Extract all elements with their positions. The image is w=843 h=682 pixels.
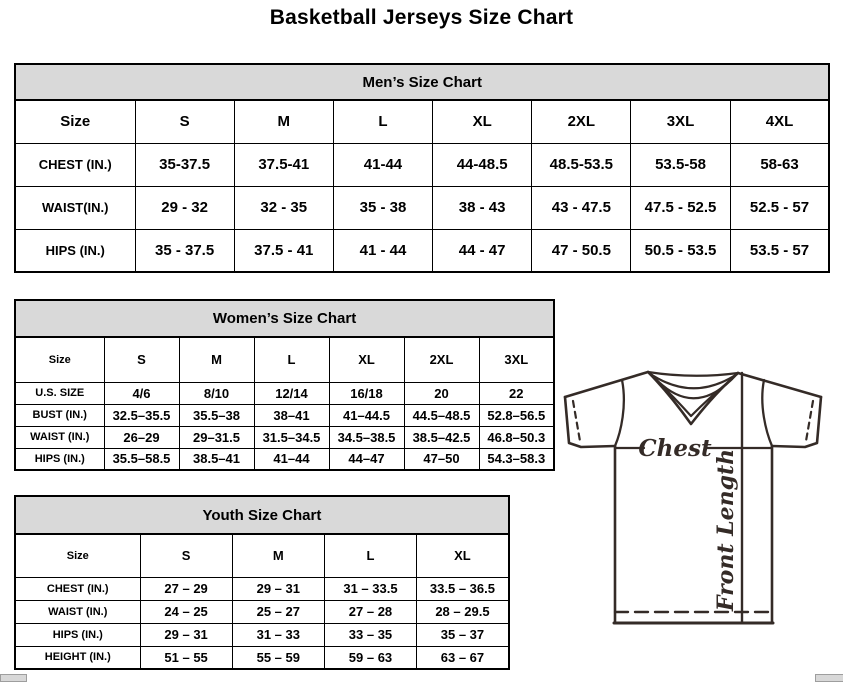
jersey-outline-drawing [556, 360, 843, 638]
measure-value-cell: 8/10 [179, 382, 254, 404]
youth-size-header-row [15, 534, 509, 577]
measure-value-cell: 52.8–56.5 [479, 404, 554, 426]
men-measure-row [15, 229, 829, 272]
size-header-3xl: 3XL [479, 337, 554, 382]
size-header-l: L [324, 534, 416, 577]
measure-value-cell: 50.5 - 53.5 [631, 229, 730, 272]
measure-value-cell: 44.5–48.5 [404, 404, 479, 426]
measure-value-cell: 25 – 27 [232, 600, 324, 623]
measure-value-cell: 47 - 50.5 [532, 229, 631, 272]
measure-value-cell: 37.5-41 [234, 143, 333, 186]
measure-value-cell: 12/14 [254, 382, 329, 404]
men-measure-row [15, 186, 829, 229]
measure-value-cell: 31.5–34.5 [254, 426, 329, 448]
measure-value-cell: 35.5–58.5 [104, 448, 179, 470]
measure-value-cell: 35.5–38 [179, 404, 254, 426]
measure-value-cell: 41–44.5 [329, 404, 404, 426]
measure-value-cell: 48.5-53.5 [532, 143, 631, 186]
youth-size-chart-table [14, 495, 510, 670]
measure-value-cell: 27 – 29 [140, 577, 232, 600]
chest-label: Chest [638, 435, 712, 462]
womens-size-chart-table [14, 299, 555, 471]
measure-value-cell: 46.8–50.3 [479, 426, 554, 448]
measure-value-cell: 58-63 [730, 143, 829, 186]
measure-value-cell: 47–50 [404, 448, 479, 470]
measure-value-cell: 29–31.5 [179, 426, 254, 448]
measure-row-label: WAIST(IN.) [15, 186, 135, 229]
measure-value-cell: 34.5–38.5 [329, 426, 404, 448]
size-column-header: Size [15, 100, 135, 143]
measure-value-cell: 28 – 29.5 [417, 600, 509, 623]
measure-value-cell: 29 – 31 [232, 577, 324, 600]
jersey-left-shoulder-seam [565, 372, 648, 397]
women-measure-row [15, 382, 554, 404]
women-measure-row [15, 448, 554, 470]
jersey-right-cuff-dashed-line [806, 401, 813, 441]
measure-row-label: HIPS (IN.) [15, 229, 135, 272]
measure-value-cell: 32 - 35 [234, 186, 333, 229]
women-size-header-row [15, 337, 554, 382]
size-header-m: M [179, 337, 254, 382]
measure-value-cell: 41 - 44 [333, 229, 432, 272]
measure-row-label: WAIST (IN.) [15, 426, 104, 448]
men-measure-row [15, 143, 829, 186]
measure-value-cell: 59 – 63 [324, 646, 416, 669]
measure-value-cell: 41–44 [254, 448, 329, 470]
measure-value-cell: 35 - 37.5 [135, 229, 234, 272]
measure-value-cell: 54.3–58.3 [479, 448, 554, 470]
measure-value-cell: 35 - 38 [333, 186, 432, 229]
youth-measure-row [15, 646, 509, 669]
size-header-2xl: 2XL [532, 100, 631, 143]
size-header-xl: XL [329, 337, 404, 382]
size-header-l: L [333, 100, 432, 143]
mens-size-chart-table [14, 63, 830, 273]
youth-measure-row [15, 623, 509, 646]
measure-value-cell: 37.5 - 41 [234, 229, 333, 272]
measure-value-cell: 24 – 25 [140, 600, 232, 623]
measure-value-cell: 31 – 33 [232, 623, 324, 646]
measure-value-cell: 29 – 31 [140, 623, 232, 646]
size-header-4xl: 4XL [730, 100, 829, 143]
measure-value-cell: 32.5–35.5 [104, 404, 179, 426]
measure-row-label: BUST (IN.) [15, 404, 104, 426]
measure-value-cell: 53.5 - 57 [730, 229, 829, 272]
size-header-m: M [234, 100, 333, 143]
measure-row-label: HIPS (IN.) [15, 448, 104, 470]
size-header-l: L [254, 337, 329, 382]
women-measure-row [15, 426, 554, 448]
measure-value-cell: 35 – 37 [417, 623, 509, 646]
jersey-right-armhole-seam [762, 380, 772, 446]
measure-value-cell: 38 - 43 [433, 186, 532, 229]
measure-value-cell: 16/18 [329, 382, 404, 404]
measure-row-label: CHEST (IN.) [15, 143, 135, 186]
cutoff-element-bottom-right [815, 674, 843, 682]
measure-value-cell: 44-48.5 [433, 143, 532, 186]
measure-value-cell: 27 – 28 [324, 600, 416, 623]
measure-value-cell: 38–41 [254, 404, 329, 426]
youth-measure-row [15, 600, 509, 623]
measure-value-cell: 22 [479, 382, 554, 404]
measure-row-label: HIPS (IN.) [15, 623, 140, 646]
youth-chart-title: Youth Size Chart [15, 496, 509, 534]
jersey-left-cuff-dashed-line [573, 401, 580, 441]
measure-value-cell: 33.5 – 36.5 [417, 577, 509, 600]
jersey-right-sleeve-outline [772, 397, 821, 447]
measure-row-label: CHEST (IN.) [15, 577, 140, 600]
women-chart-title: Women’s Size Chart [15, 300, 554, 337]
size-header-xl: XL [417, 534, 509, 577]
men-chart-title: Men’s Size Chart [15, 64, 829, 100]
measure-value-cell: 53.5-58 [631, 143, 730, 186]
measure-value-cell: 38.5–42.5 [404, 426, 479, 448]
jersey-right-shoulder-seam [738, 373, 821, 397]
jersey-collar-top-edge [648, 372, 738, 376]
jersey-left-armhole-seam [615, 380, 624, 446]
measure-value-cell: 55 – 59 [232, 646, 324, 669]
measure-value-cell: 52.5 - 57 [730, 186, 829, 229]
measure-value-cell: 38.5–41 [179, 448, 254, 470]
measure-value-cell: 44–47 [329, 448, 404, 470]
youth-measure-row [15, 577, 509, 600]
jersey-measurement-diagram [556, 360, 843, 638]
size-header-s: S [140, 534, 232, 577]
front-length-label: Front Length [713, 448, 739, 612]
measure-value-cell: 63 – 67 [417, 646, 509, 669]
measure-value-cell: 44 - 47 [433, 229, 532, 272]
measure-row-label: U.S. SIZE [15, 382, 104, 404]
cutoff-element-bottom-left [0, 674, 27, 682]
measure-value-cell: 26–29 [104, 426, 179, 448]
size-header-xl: XL [433, 100, 532, 143]
measure-value-cell: 51 – 55 [140, 646, 232, 669]
measure-value-cell: 47.5 - 52.5 [631, 186, 730, 229]
measure-value-cell: 4/6 [104, 382, 179, 404]
size-column-header: Size [15, 534, 140, 577]
size-header-s: S [104, 337, 179, 382]
size-header-2xl: 2XL [404, 337, 479, 382]
measure-value-cell: 41-44 [333, 143, 432, 186]
women-measure-row [15, 404, 554, 426]
size-header-s: S [135, 100, 234, 143]
measure-value-cell: 29 - 32 [135, 186, 234, 229]
measure-row-label: WAIST (IN.) [15, 600, 140, 623]
men-size-header-row [15, 100, 829, 143]
page-title: Basketball Jerseys Size Chart [269, 6, 574, 29]
size-column-header: Size [15, 337, 104, 382]
measure-value-cell: 35-37.5 [135, 143, 234, 186]
size-header-m: M [232, 534, 324, 577]
measure-value-cell: 31 – 33.5 [324, 577, 416, 600]
size-header-3xl: 3XL [631, 100, 730, 143]
measure-value-cell: 33 – 35 [324, 623, 416, 646]
measure-value-cell: 43 - 47.5 [532, 186, 631, 229]
measure-row-label: HEIGHT (IN.) [15, 646, 140, 669]
measure-value-cell: 20 [404, 382, 479, 404]
